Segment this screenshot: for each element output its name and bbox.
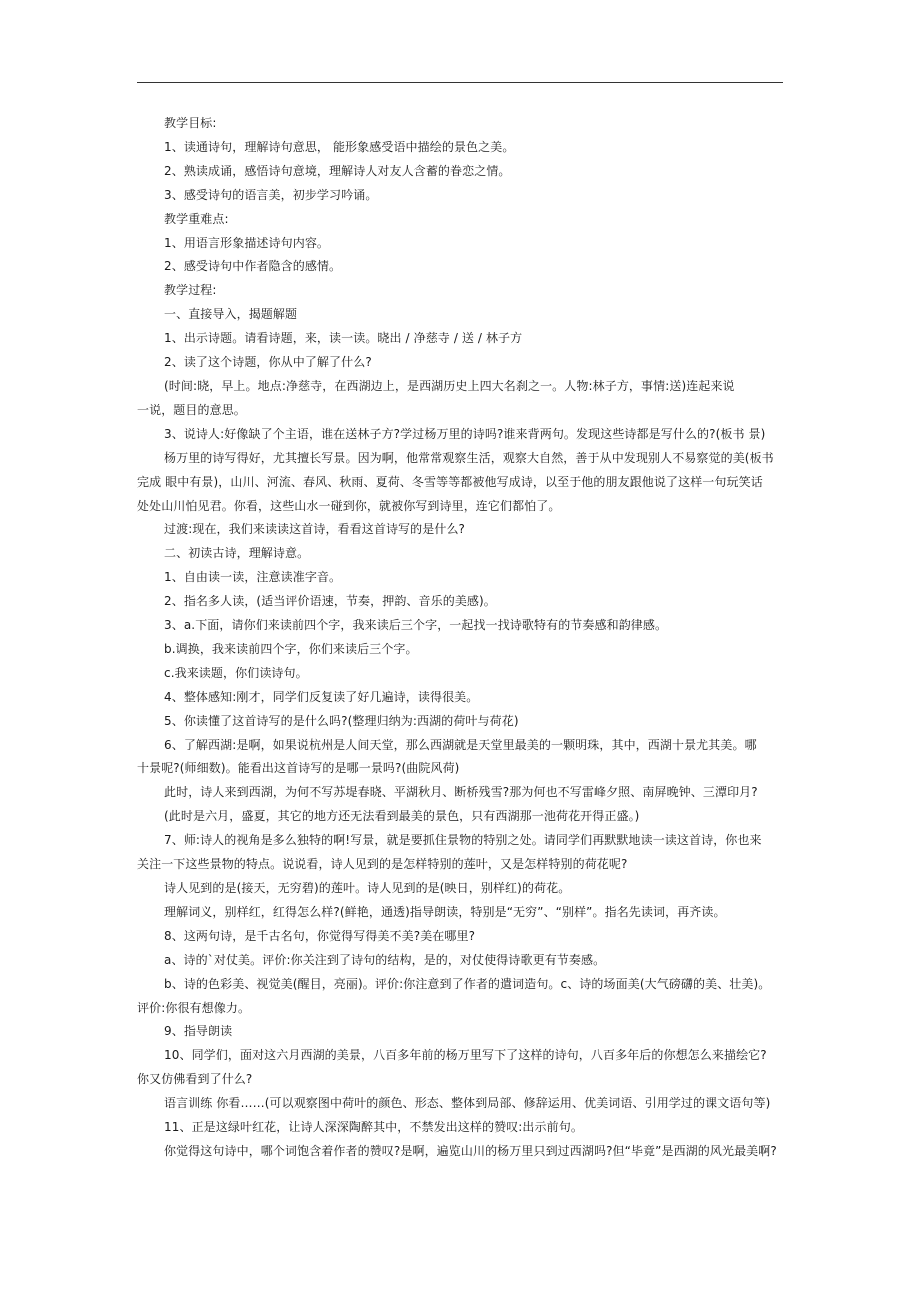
document-body — [137, 112, 797, 1164]
text-line: 一、直接导入，揭题解题 — [164, 307, 298, 322]
text-line: 3、a.下面，请你们来读前四个字，我来读后三个字，一起找一找诗歌特有的节奏感和韵律感。 — [164, 618, 668, 633]
text-line: 2、读了这个诗题，你从中了解了什么? — [164, 355, 372, 370]
text-line: 评价:你很有想像力。 — [137, 1000, 251, 1015]
text-line: 语言训练 你看……(可以观察图中荷叶的颜色、形态、整体到局部、修辞运用、优美词语、引用学过的课文语句等) — [164, 1096, 771, 1111]
text-line: c.我来读题，你们读诗句。 — [164, 665, 308, 680]
text-line: 11、正是这绿叶红花，让诗人深深陶醉其中，不禁发出这样的赞叹:出示前句。 — [164, 1120, 583, 1135]
text-line: 7、师:诗人的视角是多么独特的啊!写景，就是要抓住景物的特别之处。请同学们再默默地读一读这首诗，你也来 — [164, 833, 762, 848]
text-line: 二、初读古诗，理解诗意。 — [164, 546, 310, 561]
text-line: 十景呢?(师细数)。能看出这首诗写的是哪一景吗?(曲院风荷) — [137, 761, 460, 776]
text-line: 8、这两句诗，是千古名句，你觉得写得美不美?美在哪里? — [164, 928, 476, 943]
text-line: 杨万里的诗写得好，尤其擅长写景。因为啊，他常常观察生活，观察大自然，善于从中发现别人不易察觉的美(板书 — [164, 450, 774, 465]
text-line: 完成 眼中有景)，山川、河流、春风、秋雨、夏荷、冬雪等等都被他写成诗，以至于他的朋友跟他说了这样一句玩笑话 — [137, 474, 763, 489]
text-line: 9、指导朗读 — [164, 1024, 233, 1039]
text-line: 1、自由读一读，注意读准字音。 — [164, 570, 342, 585]
text-line: 你觉得这句诗中，哪个词饱含着作者的赞叹?是啊，遍览山川的杨万里只到过西湖吗?但“毕竟”是西湖的风光最美啊? — [164, 1143, 777, 1158]
text-line: 6、了解西湖:是啊，如果说杭州是人间天堂，那么西湖就是天堂里最美的一颗明珠，其中，西湖十景尤其美。哪 — [164, 737, 757, 752]
text-line: (此时是六月，盛夏，其它的地方还无法看到最美的景色，只有西湖那一池荷花开得正盛。) — [164, 809, 640, 824]
text-line: (时间:晓，早上。地点:净慈寺，在西湖边上，是西湖历史上四大名刹之一。人物:林子方，事情:送)连起来说 — [164, 378, 735, 393]
text-line: 关注一下这些景物的特点。说说看，诗人见到的是怎样特别的莲叶，又是怎样特别的荷花呢? — [137, 857, 628, 872]
text-line: 2、指名多人读，(适当评价语速，节奏，押韵、音乐的美感)。 — [164, 594, 496, 609]
text-line: 理解词义，别样红，红得怎么样?(鲜艳，通透)指导朗读，特别是“无穷”、“别样”。指名先读词，再齐读。 — [164, 904, 726, 919]
text-line: a、诗的`对仗美。评价:你关注到了诗句的结构，是的，对仗使得诗歌更有节奏感。 — [164, 952, 606, 967]
text-line: 你又仿佛看到了什么? — [137, 1072, 253, 1087]
text-line: 此时，诗人来到西湖，为何不写苏堤春晓、平湖秋月、断桥残雪?那为何也不写雷峰夕照、南屏晚钟、三潭印月? — [164, 785, 758, 800]
text-line: 1、出示诗题。请看诗题，来，读一读。晓出 / 净慈寺 / 送 / 林子方 — [164, 331, 523, 346]
text-line: 4、整体感知:刚才，同学们反复读了好几遍诗，读得很美。 — [164, 689, 479, 704]
text-line: 2、感受诗句中作者隐含的感情。 — [164, 259, 342, 274]
text-line: 教学重难点: — [164, 211, 229, 226]
text-line: b、诗的色彩美、视觉美(醒目，亮丽)。评价:你注意到了作者的遣词造句。c、诗的场面美(大气磅礴的美、壮美)。 — [164, 976, 771, 991]
text-line: 诗人见到的是(接天，无穷碧)的莲叶。诗人见到的是(映日，别样红)的荷花。 — [164, 881, 571, 895]
text-line: 10、同学们，面对这六月西湖的美景，八百多年前的杨万里写下了这样的诗句，八百多年后的你想怎么来描绘它? — [164, 1048, 767, 1063]
text-line: 5、你读懂了这首诗写的是什么吗?(整理归纳为:西湖的荷叶与荷花) — [164, 713, 519, 728]
text-line: 1、读通诗句，理解诗句意思， 能形象感受语中描绘的景色之美。 — [164, 139, 515, 154]
text-line: 1、用语言形象描述诗句内容。 — [164, 235, 330, 250]
text-line: 过渡:现在，我们来读读这首诗，看看这首诗写的是什么? — [164, 522, 466, 537]
text-line: 3、说诗人:好像缺了个主语，谁在送林子方?学过杨万里的诗吗?谁来背两句。发现这些诗都是写什么的?(板书 景) — [164, 426, 766, 441]
text-line: 3、感受诗句的语言美，初步学习吟诵。 — [164, 187, 378, 202]
text-line: 教学过程: — [164, 283, 217, 298]
text-line: 一说，题目的意思。 — [137, 402, 246, 417]
text-line: 教学目标: — [164, 116, 217, 130]
text-line: 处处山川怕见君。你看，这些山水一碰到你，就被你写到诗里，连它们都怕了。 — [137, 498, 561, 513]
header-rule — [137, 82, 783, 83]
text-line: 2、熟读成诵，感悟诗句意境，理解诗人对友人含蓄的眷恋之情。 — [164, 163, 511, 178]
text-line: b.调换，我来读前四个字，你们来读后三个字。 — [164, 641, 418, 656]
